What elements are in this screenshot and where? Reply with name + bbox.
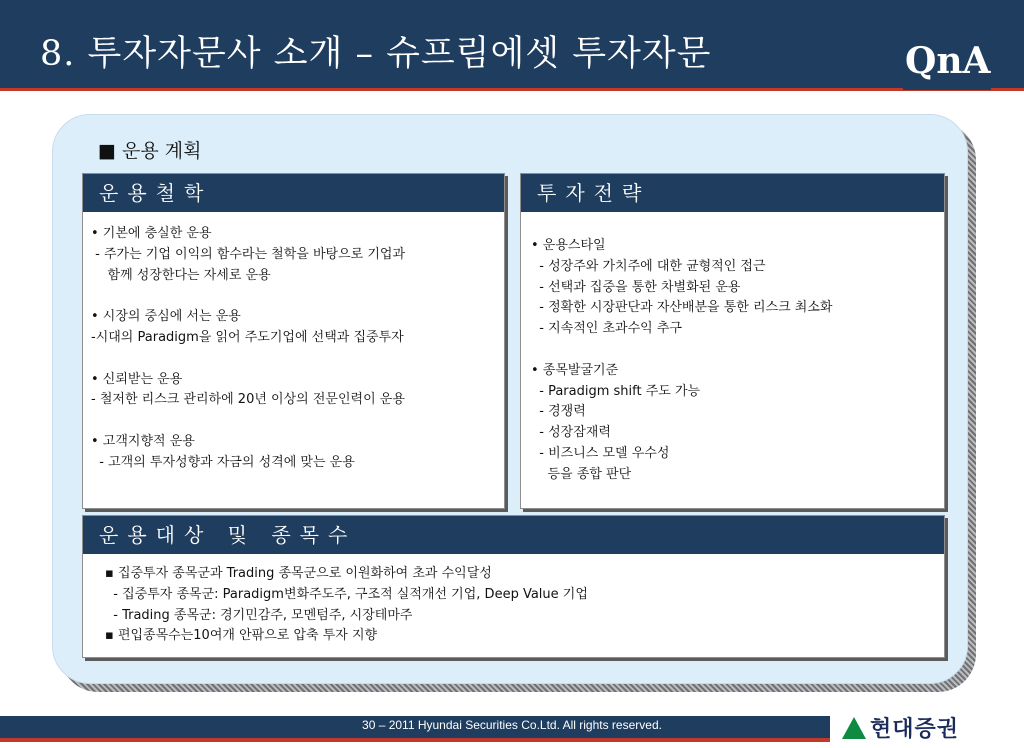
strategy-title: 투자전략 xyxy=(521,174,944,212)
strategy-line: - 경쟁력 xyxy=(531,404,586,420)
strategy-line xyxy=(531,340,944,361)
qna-logo: QnA xyxy=(905,40,991,82)
philosophy-line xyxy=(91,286,504,307)
strategy-line: - Paradigm shift 주도 가능 xyxy=(531,383,701,399)
brand-name: 현대증권 xyxy=(870,717,960,742)
strategy-box xyxy=(520,173,945,509)
header-divider xyxy=(0,88,1024,91)
target-box xyxy=(82,515,945,658)
strategy-body xyxy=(521,236,944,486)
philosophy-line: • 기본에 충실한 운용 xyxy=(91,226,212,241)
strategy-line: 등을 종합 판단 xyxy=(531,466,632,482)
philosophy-line: 함께 성장한다는 자세로 운용 xyxy=(91,267,271,283)
target-body xyxy=(83,564,944,647)
philosophy-line xyxy=(91,349,504,370)
strategy-line: - 정확한 시장판단과 자산배분을 통한 리스크 최소화 xyxy=(531,300,833,316)
copyright-text: 30 – 2011 Hyundai Securities Co.Ltd. All rights reserved. xyxy=(362,718,662,732)
strategy-line: - 비즈니스 모델 우수성 xyxy=(531,445,670,461)
philosophy-line: - 고객의 투자성향과 자금의 성격에 맞는 운용 xyxy=(91,454,355,470)
target-title: 운용대상 및 종목수 xyxy=(83,516,944,554)
strategy-line: - 선택과 집중을 통한 차별화된 운용 xyxy=(531,279,741,295)
strategy-line: • 종목발굴기준 xyxy=(531,362,619,378)
strategy-line: - 지속적인 초과수익 추구 xyxy=(531,321,682,337)
section-heading: ■ 운용 계획 xyxy=(98,140,202,162)
philosophy-line xyxy=(91,411,504,432)
philosophy-line: • 시장의 중심에 서는 운용 xyxy=(91,309,241,325)
target-line: ▪ 집중투자 종목군과 Trading 종목군으로 이원화하여 초과 수익달성 xyxy=(105,566,492,581)
strategy-line: • 운용스타일 xyxy=(531,238,606,253)
target-line: - 집중투자 종목군: Paradigm변화주도주, 구조적 실적개선 기업, Deep Value 기업 xyxy=(105,586,588,602)
philosophy-line: -시대의 Paradigm을 읽어 주도기업에 선택과 집중투자 xyxy=(91,329,404,345)
philosophy-line: • 고객지향적 운용 xyxy=(91,433,195,449)
target-line: ▪ 편입종목수는10여개 안팎으로 압축 투자 지향 xyxy=(105,628,378,644)
philosophy-line: - 철저한 리스크 관리하에 20년 이상의 전문인력이 운용 xyxy=(91,392,405,408)
philosophy-line: • 신뢰받는 운용 xyxy=(91,371,183,387)
philosophy-body xyxy=(83,224,504,474)
triangle-logo-icon xyxy=(842,717,866,739)
page-title: 8. 투자자문사 소개 – 슈프림에셋 투자자문 xyxy=(40,34,712,74)
philosophy-box xyxy=(82,173,505,509)
strategy-line: - 성장주와 가치주에 대한 균형적인 접근 xyxy=(531,258,766,274)
strategy-line: - 성장잠재력 xyxy=(531,425,611,441)
hyundai-brand-logo xyxy=(842,712,959,743)
target-line: - Trading 종목군: 경기민감주, 모멘텀주, 시장테마주 xyxy=(105,607,413,623)
philosophy-title: 운용철학 xyxy=(83,174,504,212)
philosophy-line: - 주가는 기업 이익의 함수라는 철학을 바탕으로 기업과 xyxy=(91,246,406,262)
